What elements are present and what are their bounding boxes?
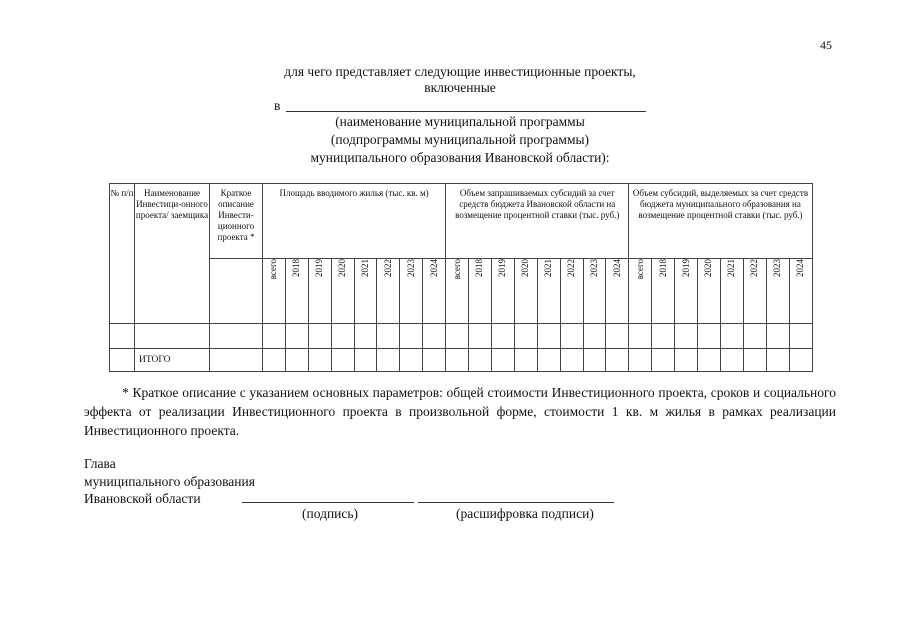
signature-line [242,502,414,503]
group-regional-subsidy-header: Объем запрашиваемых субсидий за счет средств бюджета Ивановской области на возмещение процентной ставки (тыс. руб.) [446,184,629,259]
subcol-2020: 2020 [514,259,537,324]
subcol-2022: 2022 [743,259,766,324]
signature-caption: (подпись) [302,506,359,521]
subcol-2018: 2018 [469,259,492,324]
subcol-total: всего [263,259,286,324]
total-label: ИТОГО [135,349,210,372]
subcol-2024: 2024 [423,259,446,324]
signature-title-line-3: Ивановской области [84,491,201,506]
subcol-2019: 2019 [308,259,331,324]
header-line-4: (подпрограммы муниципальной программы) [330,132,590,147]
group-housing-area-header: Площадь вводимого жилья (тыс. кв. м) [263,184,446,259]
subcol-2023: 2023 [583,259,606,324]
subcol-2020: 2020 [698,259,721,324]
subcol-2022: 2022 [377,259,400,324]
subcol-2019: 2019 [491,259,514,324]
header-line-1: для чего представляет следующие инвестиционные проекты, [284,64,636,79]
col-project-name-header: Наименование Инвестици-онного проекта/ заемщика [135,184,210,324]
table-row [110,324,813,349]
signature-name-line [418,502,614,503]
col-description-header: Краткое описание Инвести-ционного проекта * [210,184,263,259]
subcol-2018: 2018 [285,259,308,324]
subcol-2021: 2021 [354,259,377,324]
subcol-2024: 2024 [606,259,629,324]
col-number-header: № п/п [110,184,135,324]
subcol-2021: 2021 [720,259,743,324]
subcol-2021: 2021 [537,259,560,324]
subcol-2019: 2019 [675,259,698,324]
table-year-row [110,259,813,324]
subcol-2020: 2020 [331,259,354,324]
page-number: 45 [820,38,832,52]
signature-title-line-2: муниципального образования [84,474,255,489]
footnote-text: * Краткое описание с указанием основных параметров: общей стоимости Инвестиционного проекта, сроков и социального эффекта от реализации Инвестиционного проекта в произвольной форме, стоимости 1 кв. м жилья в рамках реализации Инвестиционного проекта. [84,385,836,438]
signature-name-caption: (расшифровка подписи) [456,506,594,521]
investment-projects-table [109,183,813,372]
signature-title-line-1: Глава [84,456,116,471]
subcol-2024: 2024 [789,259,812,324]
subcol-2018: 2018 [652,259,675,324]
group-municipal-subsidy-header: Объем субсидий, выделяемых за счет средств бюджета муниципального образования на возмещение процентной ставки (тыс. руб.) [629,184,812,259]
header-line-2: включенные [424,80,496,95]
description-subheader-empty [210,259,263,324]
subcol-total: всего [446,259,469,324]
subcol-2022: 2022 [560,259,583,324]
subcol-2023: 2023 [766,259,789,324]
table-header-row [110,184,813,259]
header-line-5: муниципального образования Ивановской области): [310,150,610,165]
subcol-2023: 2023 [400,259,423,324]
program-name-blank-line [286,111,646,112]
table-total-row [110,349,813,372]
header-prefix: в [274,98,281,113]
footnote [84,383,836,440]
subcol-total: всего [629,259,652,324]
header-line-3: (наименование муниципальной программы [335,114,585,129]
